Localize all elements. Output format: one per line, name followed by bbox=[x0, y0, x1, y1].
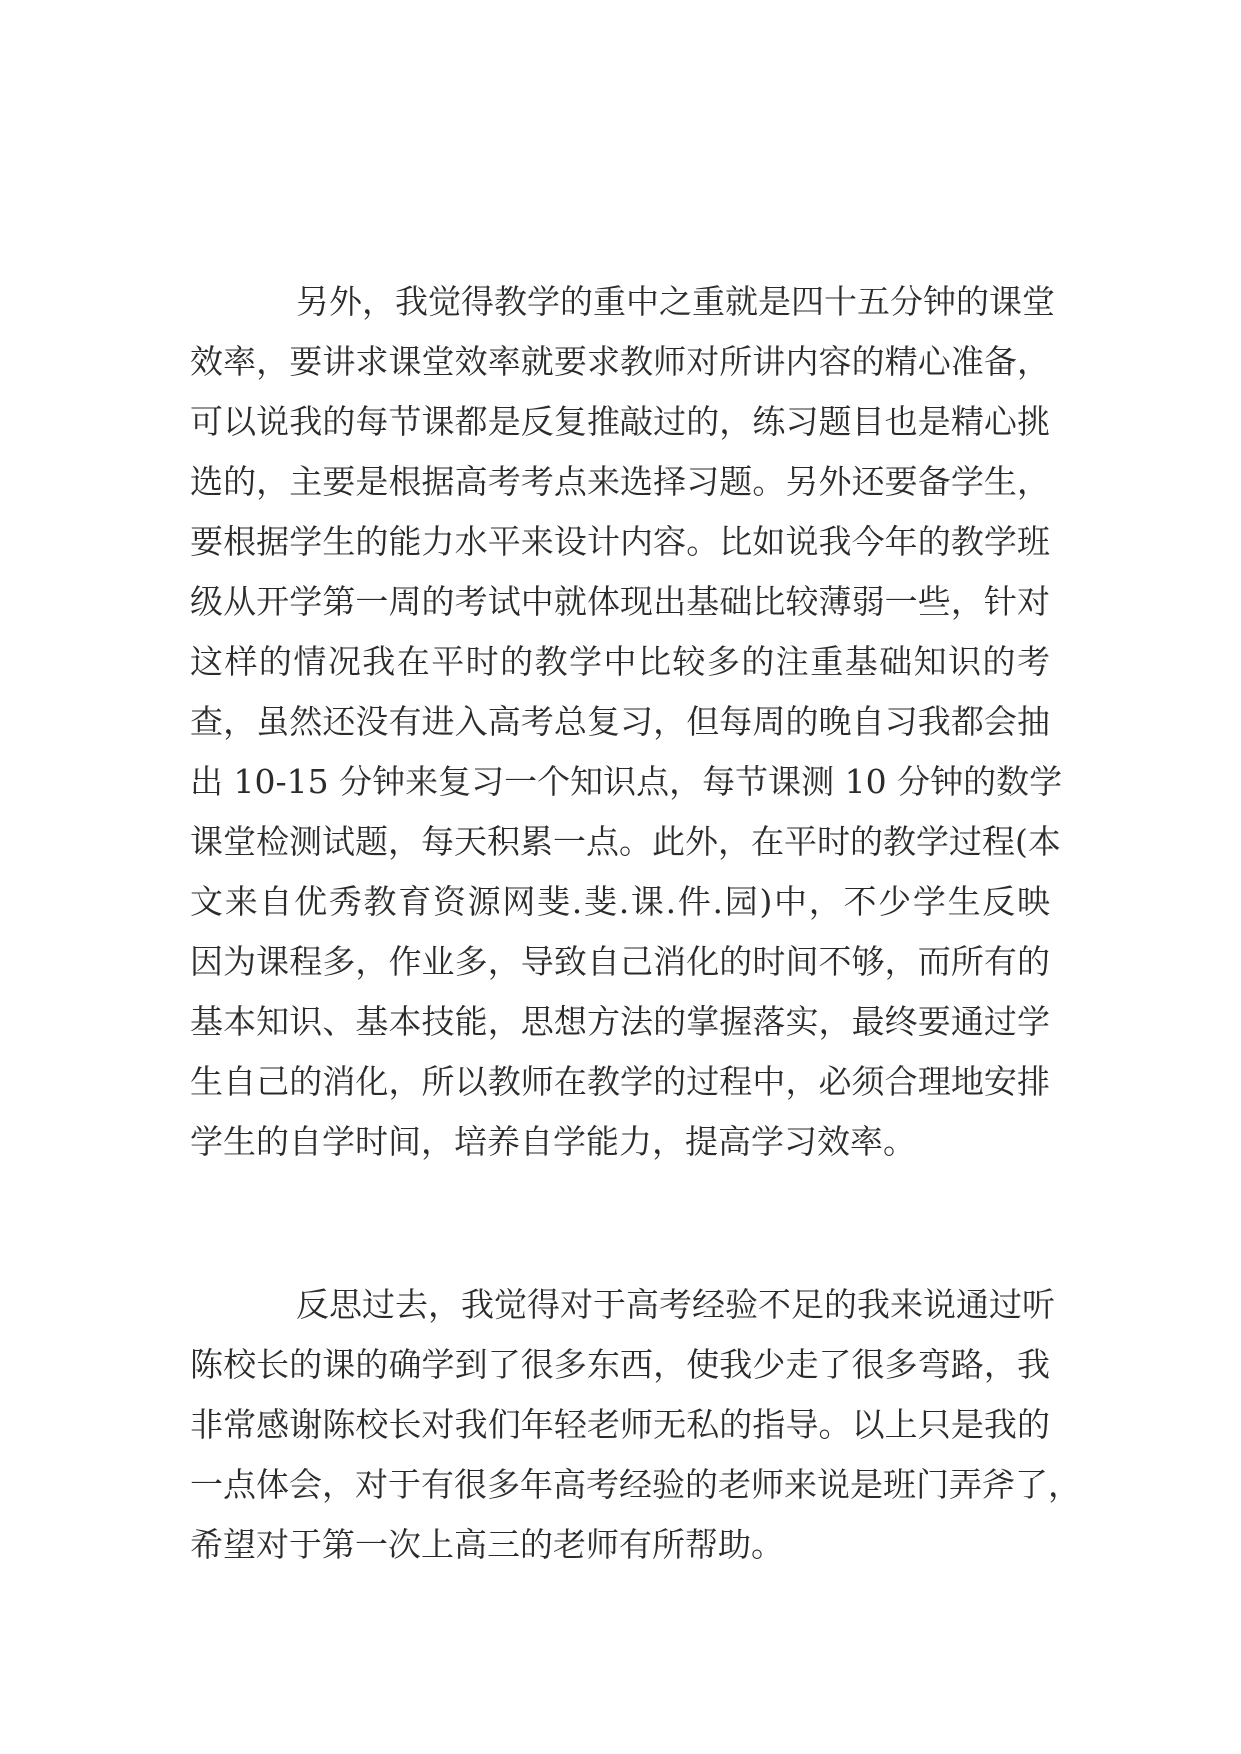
paragraph-line: 另外，我觉得教学的重中之重就是四十五分钟的课堂 bbox=[296, 282, 1055, 321]
paragraph-line: 一点体会，对于有很多年高考经验的老师来说是班门弄斧了， bbox=[190, 1465, 1081, 1504]
paragraph-line: 生自己的消化，所以教师在教学的过程中，必须合理地安排 bbox=[190, 1062, 1050, 1101]
paragraph-line: 查，虽然还没有进入高考总复习，但每周的晚自习我都会抽 bbox=[190, 702, 1050, 741]
paragraph-line: 希望对于第一次上高三的老师有所帮助。 bbox=[190, 1525, 784, 1564]
paragraph-line: 效率，要讲求课堂效率就要求教师对所讲内容的精心准备， bbox=[190, 342, 1050, 381]
paragraph-reflection bbox=[190, 1275, 1081, 1575]
paragraph-line: 出 10-15 分钟来复习一个知识点，每节课测 10 分钟的数学 bbox=[190, 762, 1063, 801]
paragraph-line: 因为课程多，作业多，导致自己消化的时间不够，而所有的 bbox=[190, 942, 1050, 981]
paragraph-line: 课堂检测试题，每天积累一点。此外，在平时的教学过程(本 bbox=[190, 822, 1061, 861]
paragraph-line: 文来自优秀教育资源网斐.斐.课.件.园)中，不少学生反映 bbox=[190, 882, 1050, 921]
paragraph-line: 非常感谢陈校长对我们年轻老师无私的指导。以上只是我的 bbox=[190, 1405, 1050, 1444]
paragraph-teaching-efficiency bbox=[190, 272, 1063, 1172]
paragraph-line: 级从开学第一周的考试中就体现出基础比较薄弱一些，针对 bbox=[190, 582, 1050, 621]
paragraph-line: 反思过去，我觉得对于高考经验不足的我来说通过听 bbox=[296, 1285, 1055, 1324]
paragraph-line: 可以说我的每节课都是反复推敲过的，练习题目也是精心挑 bbox=[190, 402, 1050, 441]
paragraph-line: 陈校长的课的确学到了很多东西，使我少走了很多弯路，我 bbox=[190, 1345, 1050, 1384]
paragraph-line: 这样的情况我在平时的教学中比较多的注重基础知识的考 bbox=[190, 642, 1050, 681]
paragraph-line: 要根据学生的能力水平来设计内容。比如说我今年的教学班 bbox=[190, 522, 1050, 561]
paragraph-line: 选的，主要是根据高考考点来选择习题。另外还要备学生， bbox=[190, 462, 1050, 501]
paragraph-line: 学生的自学时间，培养自学能力，提高学习效率。 bbox=[190, 1122, 916, 1161]
paragraph-line: 基本知识、基本技能，思想方法的掌握落实，最终要通过学 bbox=[190, 1002, 1050, 1041]
